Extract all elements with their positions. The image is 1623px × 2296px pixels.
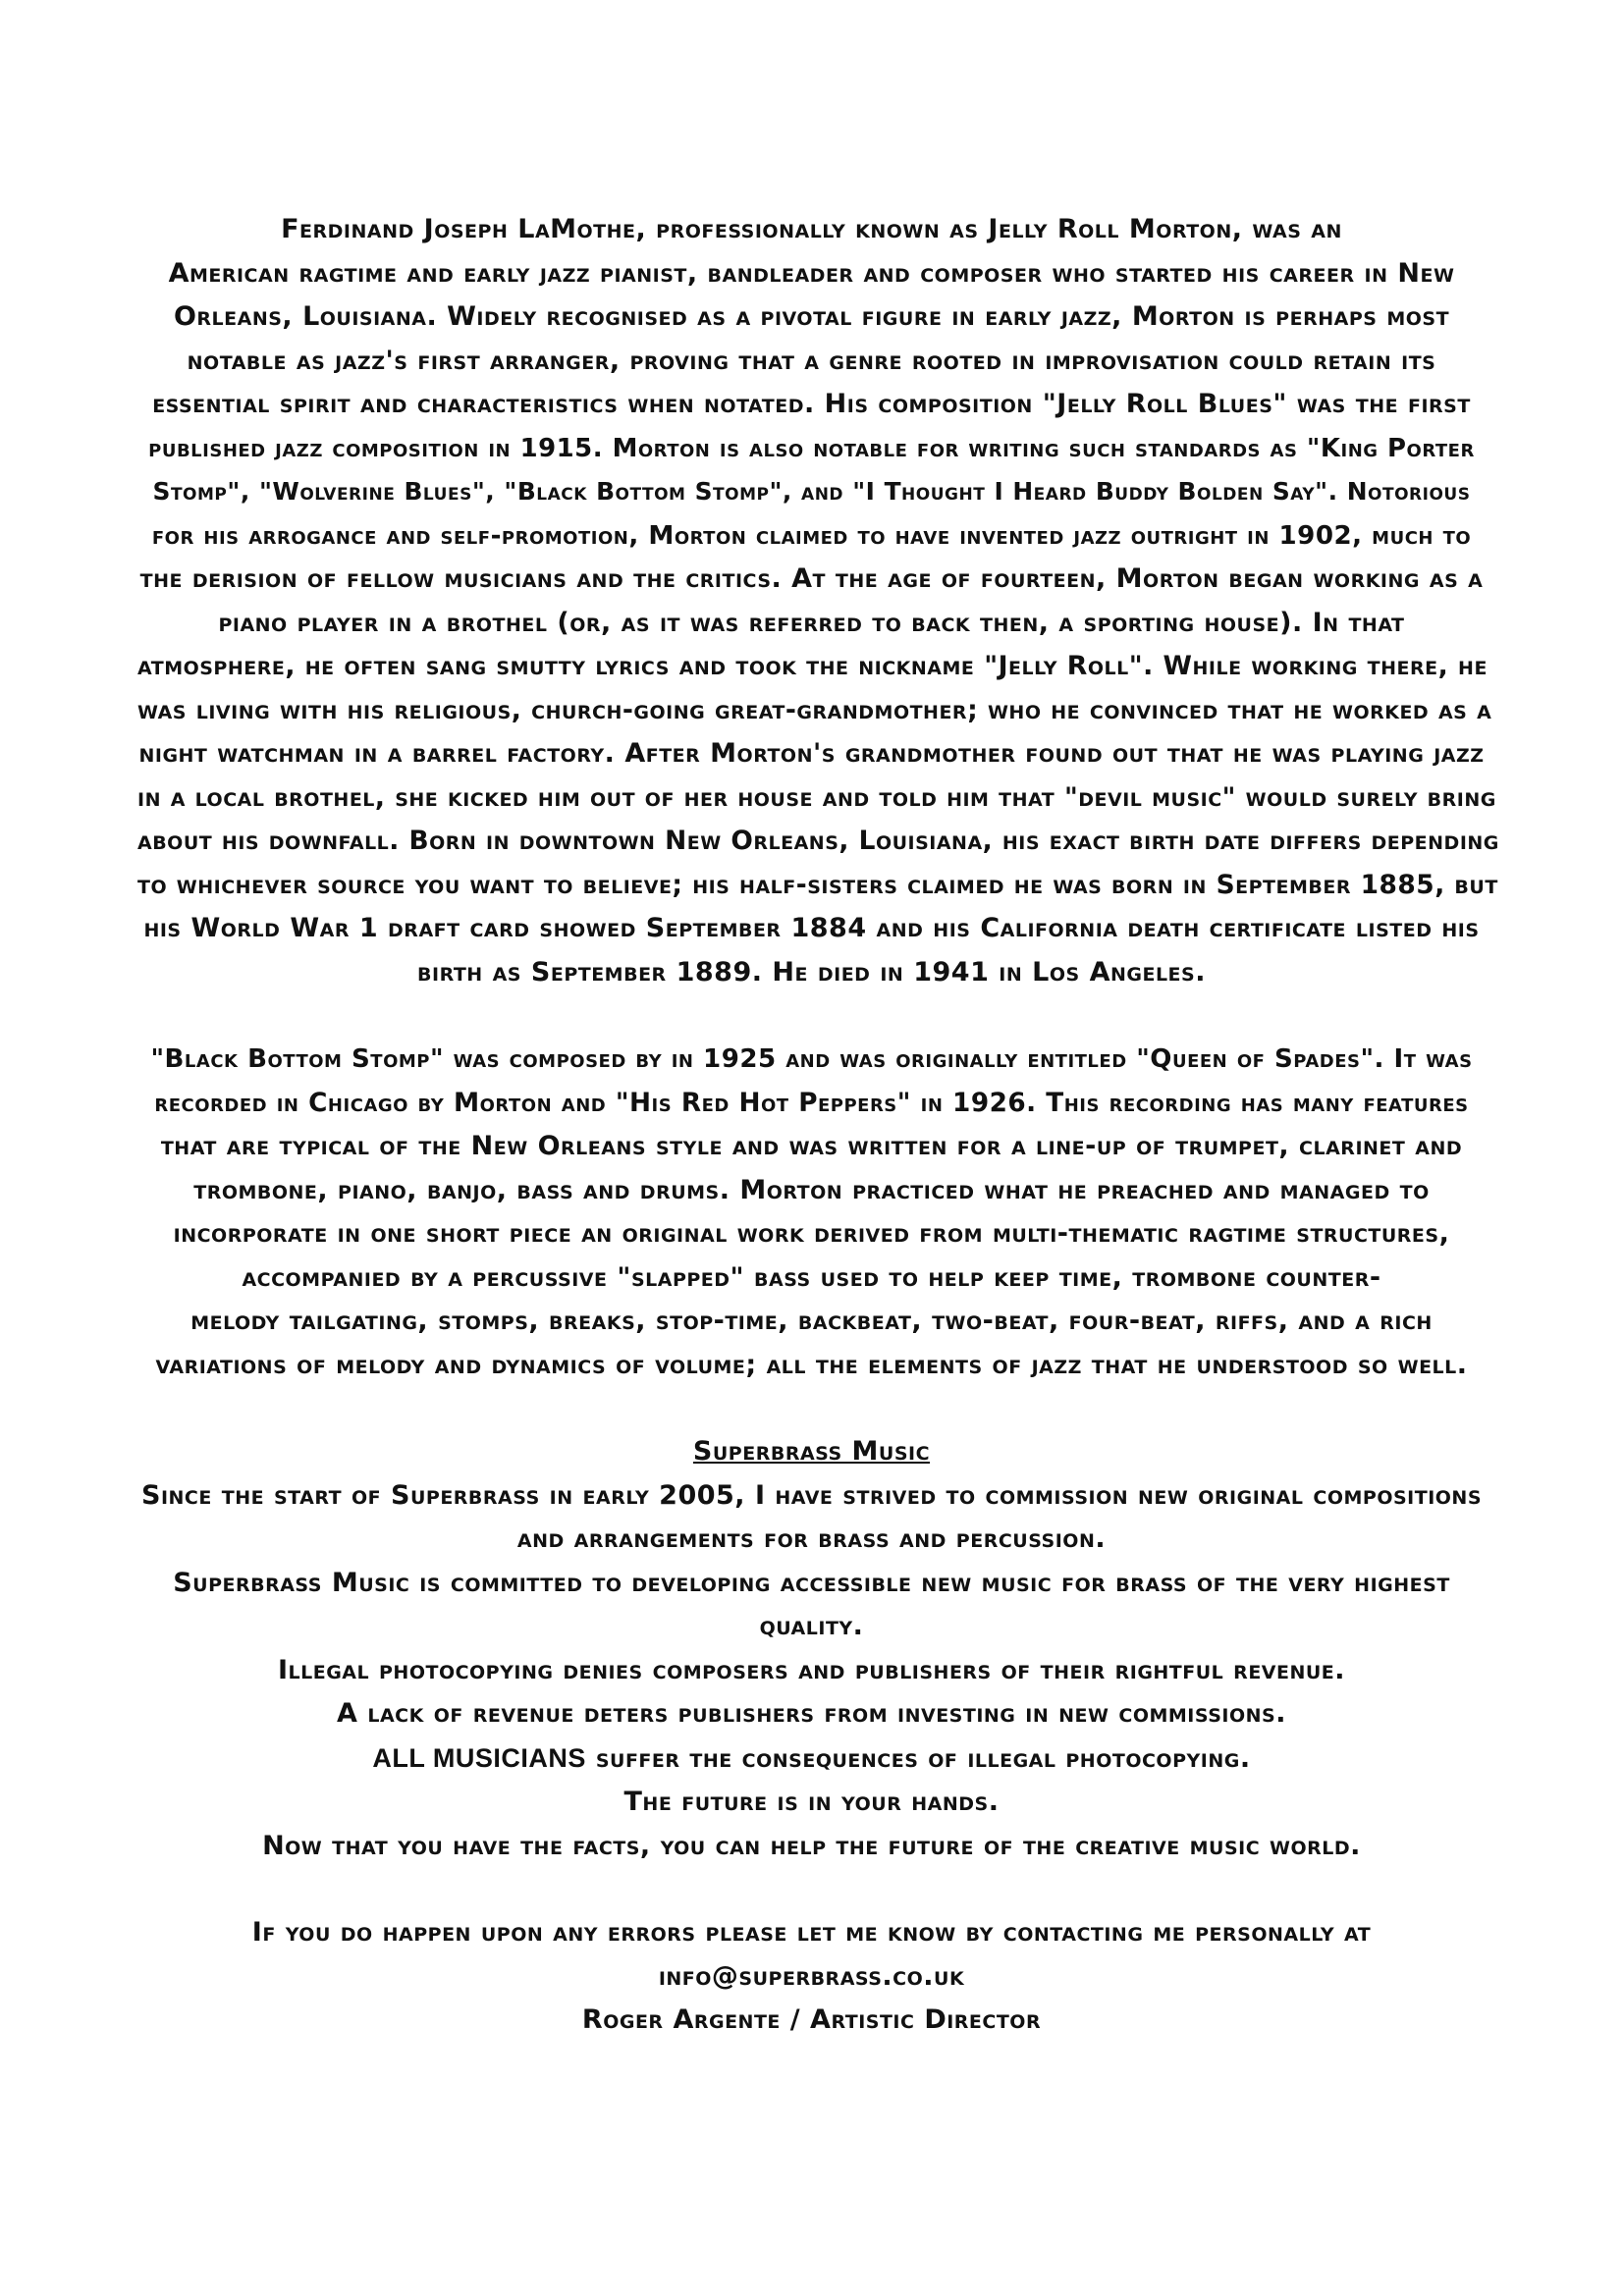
paragraph-spacer bbox=[137, 1387, 1486, 1430]
text-line: Now that you have the facts, you can help the future of the creative music world. bbox=[262, 1830, 1361, 1861]
text-line: the derision of fellow musicians and the critics. At the age of fourteen, Morton began working as a bbox=[139, 563, 1484, 594]
text-line: The future is in your hands. bbox=[623, 1787, 1000, 1817]
text-line: "Black Bottom Stomp" was composed by in 1925 and was originally entitled "Queen of Spades". It was bbox=[150, 1044, 1473, 1074]
text-line: in a local brothel, she kicked him out of her house and told him that "devil music" would surely bring bbox=[137, 781, 1496, 813]
text-line: trombone, piano, banjo, bass and drums. Morton practiced what he preached and managed to bbox=[193, 1174, 1430, 1205]
section-heading: Superbrass Music bbox=[692, 1436, 931, 1467]
contact-email: info@superbrass.co.uk bbox=[658, 1960, 965, 1992]
text-line: night watchman in a barrel factory. After Morton's grandmother found out that he was playing jazz bbox=[138, 738, 1485, 769]
text-line: Stomp", "Wolverine Blues", "Black Bottom Stomp", and "I Thought I Heard Buddy Bolden Say". Notorious bbox=[152, 477, 1471, 506]
text-line: for his arrogance and self-promotion, Morton claimed to have invented jazz outright in 1902, much to bbox=[151, 520, 1472, 551]
text-line: about his downfall. Born in downtown New Orleans, Louisiana, his exact birth date differs depending bbox=[137, 826, 1499, 856]
all-musicians-emphasis: ALL MUSICIANS bbox=[372, 1742, 586, 1773]
biography-paragraph bbox=[137, 208, 1499, 994]
text-line: Ferdinand Joseph LaMothe, professionally known as Jelly Roll Morton, was an bbox=[281, 214, 1342, 244]
text-line: birth as September 1889. He died in 1941 in Los Angeles. bbox=[417, 956, 1206, 988]
text-line: to whichever source you want to believe; his half-sisters claimed he was born in September 1885, but bbox=[137, 869, 1498, 900]
contact-section bbox=[137, 1911, 1486, 2043]
text-line: atmosphere, he often sang smutty lyrics and took the nickname "Jelly Roll". While working there, he bbox=[137, 651, 1488, 681]
text-column bbox=[137, 208, 1499, 2043]
text-line: Since the start of Superbrass in early 2005, I have strived to commission new original compositions bbox=[141, 1479, 1482, 1511]
text-line: Orleans, Louisiana. Widely recognised as a pivotal figure in early jazz, Morton is perhaps most bbox=[173, 301, 1450, 332]
signature: Roger Argente / Artistic Director bbox=[581, 2004, 1042, 2035]
text-line: was living with his religious, church-going great-grandmother; who he convinced that he worked as a bbox=[137, 694, 1492, 725]
black-bottom-stomp-paragraph bbox=[137, 1038, 1486, 1387]
text-line: variations of melody and dynamics of volume; all the elements of jazz that he understood so well. bbox=[155, 1349, 1468, 1380]
text-line: Illegal photocopying denies composers and publishers of their rightful revenue. bbox=[277, 1654, 1346, 1685]
text-line: Superbrass Music is committed to developing accessible new music for brass of the very highest bbox=[173, 1567, 1450, 1598]
text-line: accompanied by a percussive "slapped" bass used to help keep time, trombone counter- bbox=[242, 1261, 1381, 1293]
text-line: that are typical of the New Orleans style and was written for a line-up of trumpet, clarinet and bbox=[160, 1131, 1463, 1161]
text-line: melody tailgating, stomps, breaks, stop-time, backbeat, two-beat, four-beat, riffs, and a rich bbox=[190, 1306, 1433, 1336]
text-line: and arrangements for brass and percussion. bbox=[516, 1523, 1107, 1554]
text-line: recorded in Chicago by Morton and "His Red Hot Peppers" in 1926. This recording has many features bbox=[154, 1088, 1469, 1118]
paragraph-spacer bbox=[137, 994, 1486, 1038]
text-line: piano player in a brothel (or, as it was referred to back then, a sporting house). In that bbox=[218, 607, 1405, 638]
paragraph-spacer bbox=[137, 1868, 1486, 1911]
text-line: essential spirit and characteristics when notated. His composition "Jelly Roll Blues" was the first bbox=[152, 389, 1471, 419]
text-line bbox=[137, 1736, 1486, 1782]
text-line: published jazz composition in 1915. Morton is also notable for writing such standards as "King Porter bbox=[148, 433, 1475, 463]
text-line: A lack of revenue deters publishers from investing in new commissions. bbox=[337, 1698, 1286, 1729]
text-line: his World War 1 draft card showed September 1884 and his California death certificate listed his bbox=[143, 913, 1480, 943]
text-line: notable as jazz's first arranger, proving that a genre rooted in improvisation could retain its bbox=[187, 345, 1436, 376]
text-line: American ragtime and early jazz pianist, bandleader and composer who started his career in New bbox=[168, 257, 1455, 289]
text-line: quality. bbox=[759, 1611, 864, 1641]
text-line: incorporate in one short piece an original work derived from multi-thematic ragtime structures, bbox=[173, 1218, 1450, 1249]
superbrass-music-section bbox=[137, 1430, 1486, 1868]
text-line: If you do happen upon any errors please let me know by contacting me personally at bbox=[251, 1917, 1372, 1948]
text-fragment: suffer the consequences of illegal photocopying. bbox=[585, 1742, 1251, 1774]
